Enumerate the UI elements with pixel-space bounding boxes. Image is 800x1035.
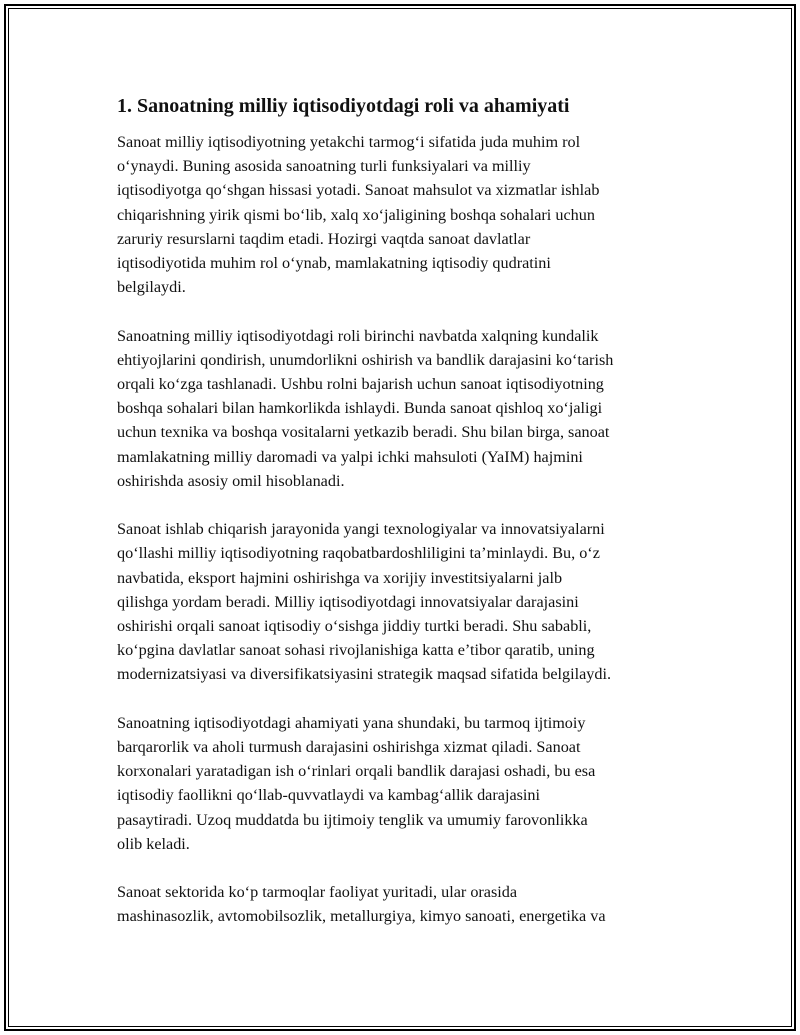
section-heading: 1. Sanoatning milliy iqtisodiyotdagi roli va ahamiyati [117,95,570,117]
paragraph-2: Sanoatning milliy iqtisodiyotdagi roli birinchi navbatda xalqning kundalik ehtiyojlarini qondirish, unumdorlikni oshirish va bandlik darajasini ko‘tarish orqali ko‘zga tashlanadi. Ushbu rolni bajarish uchun sanoat iqtisodiyotning boshqa sohalari bilan hamkorlikda ishlaydi. Bunda sanoat qishloq xo‘jaligi uchun texnika va boshqa vositalarni yetkazib beradi. Shu bilan birga, sanoat mamlakatning milliy daromadi va yalpi ichki mahsuloti (YaIM) hajmini oshirishda asosiy omil hisoblanadi. [117,326,614,490]
paragraph-4: Sanoatning iqtisodiyotdagi ahamiyati yana shundaki, bu tarmoq ijtimoiy barqarorlik va aholi turmush darajasini oshirishga xizmat qiladi. Sanoat korxonalari yaratadigan ish o‘rinlari orqali bandlik darajasi oshadi, bu esa iqtisodiy faollikni qo‘llab-quvvatlaydi va kambag‘allik darajasini pasaytiradi. Uzoq muddatda bu ijtimoiy tenglik va umumiy farovonlikka olib keladi. [117,713,596,853]
paragraph-5: Sanoat sektorida ko‘p tarmoqlar faoliyat yuritadi, ular orasida mashinasozlik, avtomobilsozlik, metallurgiya, kimyo sanoati, energetika va [117,883,606,926]
document-body [117,92,697,953]
paragraph-1: Sanoat milliy iqtisodiyotning yetakchi tarmog‘i sifatida juda muhim rol o‘ynaydi. Buning asosida sanoatning turli funksiyalari va milliy iqtisodiyotga qo‘shgan hissasi yotadi. Sanoat mahsulot va xizmatlar ishlab chiqarishning yirik qismi bo‘lib, xalq xo‘jaligining boshqa sohalari uchun zaruriy resurslarni taqdim etadi. Hozirgi vaqtda sanoat davlatlar iqtisodiyotida muhim rol o‘ynab, mamlakatning iqtisodiy qudratini belgilaydi. [117,133,600,297]
paragraph-3: Sanoat ishlab chiqarish jarayonida yangi texnologiyalar va innovatsiyalarni qo‘llashi milliy iqtisodiyotning raqobatbardoshliligini ta’minlaydi. Bu, o‘z navbatida, eksport hajmini oshirishga va xorijiy investitsiyalarni jalb qilishga yordam beradi. Milliy iqtisodiyotdagi innovatsiyalar darajasini oshirishi orqali sanoat iqtisodiy o‘sishga jiddiy turtki beradi. Shu sababli, ko‘pgina davlatlar sanoat sohasi rivojlanishiga katta e’tibor qaratib, uning modernizatsiyasi va diversifikatsiyasini strategik maqsad sifatida belgilaydi. [117,520,612,684]
